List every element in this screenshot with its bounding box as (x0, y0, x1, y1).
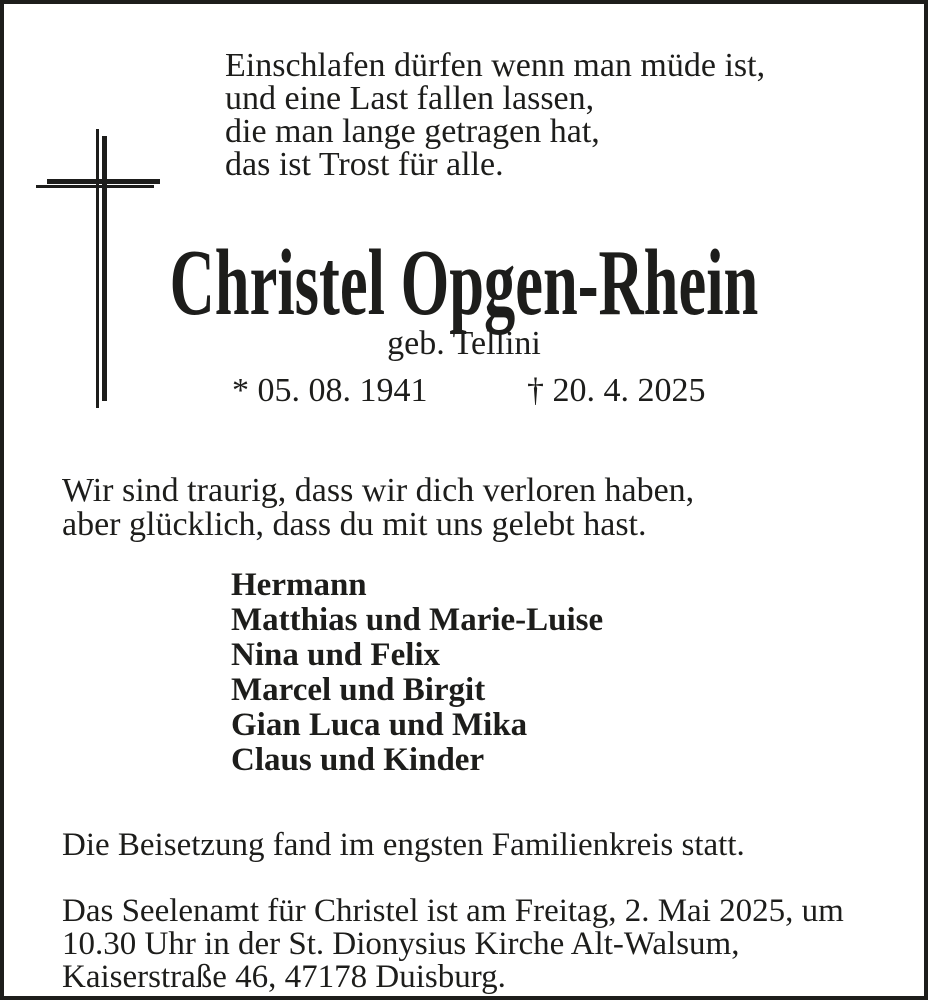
deceased-name: Christel Opgen-Rhein (169, 231, 759, 335)
condolence-text (62, 474, 694, 542)
text-line: Einschlafen dürfen wenn man müde ist, (225, 47, 766, 84)
text-line: die man lange getragen hat, (225, 113, 600, 150)
life-dates (4, 374, 924, 414)
text-line: Matthias und Marie-Luise (231, 602, 604, 638)
text-line: das ist Trost für alle. (225, 146, 504, 183)
birth-date: * 05. 08. 1941 (232, 372, 428, 409)
text-line: Kaiserstraße 46, 47178 Duisburg. (62, 959, 506, 995)
mourners-list (231, 568, 603, 778)
text-line: Marcel und Birgit (231, 672, 486, 708)
text-line: Claus und Kinder (231, 742, 485, 778)
text-line: 10.30 Uhr in der St. Dionysius Kirche Alt-Walsum, (62, 926, 740, 962)
burial-note: Die Beisetzung fand im engsten Familienkreis statt. (62, 827, 745, 863)
text-line: Das Seelenamt für Christel ist am Freitag, 2. Mai 2025, um (62, 893, 844, 929)
memorial-cross-icon (32, 122, 164, 414)
text-line: und eine Last fallen lassen, (225, 80, 595, 117)
text-line: Gian Luca und Mika (231, 707, 528, 743)
text-line: Nina und Felix (231, 637, 441, 673)
text-line: aber glücklich, dass du mit uns gelebt hast. (62, 506, 647, 543)
death-date: † 20. 4. 2025 (527, 372, 706, 409)
opening-poem (225, 49, 765, 181)
maiden-name: geb. Tellini (387, 325, 541, 362)
text-line: Hermann (231, 567, 367, 603)
memorial-service-info (62, 895, 844, 994)
text-line: Wir sind traurig, dass wir dich verloren haben, (62, 472, 695, 509)
